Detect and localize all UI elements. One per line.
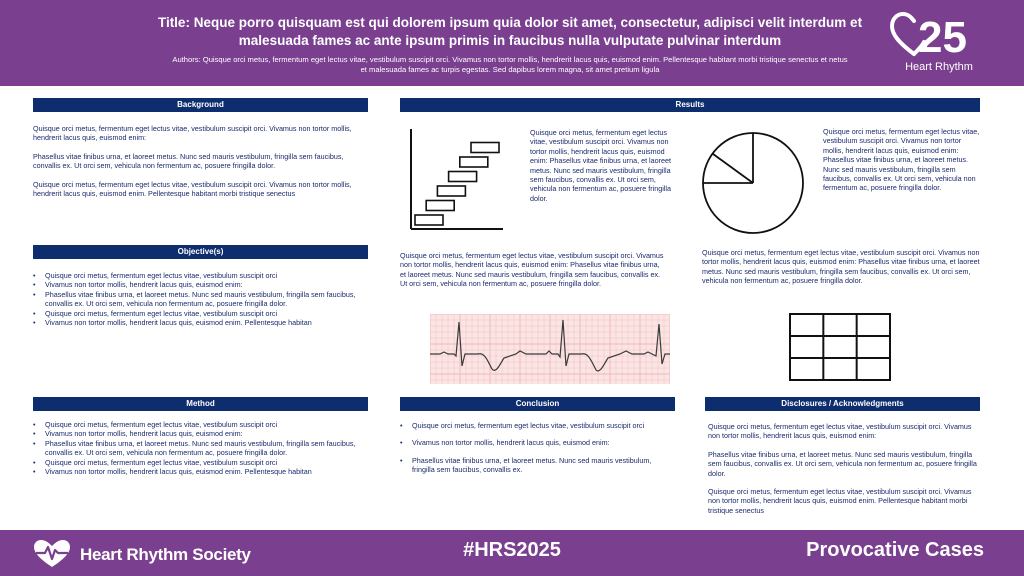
bar-chart-bar <box>415 215 443 225</box>
bar-chart <box>405 125 505 235</box>
bar-chart-bar <box>471 143 499 153</box>
poster-header <box>0 0 1024 86</box>
results-bar-text: Quisque orci metus, fermentum eget lectus vitae, vestibulum suscipit orci. Vivamus non tortor mollis, hendrerit lacus quis, euismod enim: Phasellus vitae finibus urna, et laoreet metus. Nunc sed mauris vestibulum, fringilla sem faucibus, convallis ex. Ut orci sem, vehicula non fermentum ac, posuere fringilla dolor. <box>530 128 672 203</box>
background-paragraph: Phasellus vitae finibus urna, et laoreet metus. Nunc sed mauris vestibulum, fringilla sem faucibus, convallis ex. Ut orci sem, vehicula non fermentum ac, posuere fringilla dolor. <box>33 151 344 171</box>
heart-25-icon <box>884 8 994 64</box>
pie-chart <box>698 128 808 238</box>
results-table-text: Quisque orci metus, fermentum eget lectus vitae, vestibulum suscipit orci. Vivamus non tortor mollis, hendrerit lacus quis, euismod enim: Phasellus vitae finibus urna, et laoreet metus. Nunc sed mauris vestibulum, fringilla sem faucibus, convallis ex. Ut orci sem, vehicula non fermentum ac, posuere fringilla dolor. <box>702 248 980 286</box>
background-paragraph: Quisque orci metus, fermentum eget lectus vitae, vestibulum suscipit orci. Vivamus non tortor mollis, hendrerit lacus quis, euismod enim. Pellentesque habitant morbi tristique senectus <box>33 179 352 199</box>
objective-item: • Vivamus non tortor mollis, hendrerit lacus quis, euismod enim: <box>33 280 368 289</box>
disclosures-paragraph: Quisque orci metus, fermentum eget lectus vitae, vestibulum suscipit orci. Vivamus non tortor mollis, hendrerit lacus quis, euismod enim. Pellentesque habitant morbi tristique senectus <box>708 487 972 515</box>
objectives-heading: Objective(s) <box>33 245 368 259</box>
objective-item: • Vivamus non tortor mollis, hendrerit lacus quis, euismod enim. Pellentesque habitan <box>33 318 368 327</box>
results-ecg-text: Quisque orci metus, fermentum eget lectus vitae, vestibulum suscipit orci. Vivamus non tortor mollis, hendrerit lacus quis, euismod enim: Phasellus vitae finibus urna, et laoreet metus. Nunc sed mauris vestibulum, fringilla sem faucibus, convallis ex. Ut orci sem, vehicula non fermentum ac, posuere fringilla dolor. <box>400 251 664 289</box>
background-heading: Background <box>33 98 368 112</box>
poster-category: Provocative Cases <box>806 539 984 561</box>
poster-title: Title: Neque porro quisquam est qui dolorem ipsum quia dolor sit amet, consectetur, adipisci velit interdum et malesuada fames ac ante ipsum primis in faucibus nulla vulputate pulvinar interdum <box>157 15 863 48</box>
conclusion-list <box>400 421 675 483</box>
results-pie-text: Quisque orci metus, fermentum eget lectus vitae, vestibulum suscipit orci. Vivamus non tortor mollis, hendrerit lacus quis, euismod enim: Phasellus vitae finibus urna, et laoreet metus. Nunc sed mauris vestibulum, fringilla sem faucibus, convallis ex. Ut orci sem, vehicula non fermentum ac, posuere fringilla dolor. <box>823 127 980 193</box>
method-item: • Quisque orci metus, fermentum eget lectus vitae, vestibulum suscipit orci <box>33 458 368 467</box>
bar-chart-bar <box>449 172 477 182</box>
conclusion-item: • Vivamus non tortor mollis, hendrerit lacus quis, euismod enim: <box>400 438 675 447</box>
poster-authors: Authors: Quisque orci metus, fermentum eget lectus vitae, vestibulum suscipit orci. Vivamus non tortor mollis, hendrerit lacus quis, euismod enim. Pellentesque habitant morbi tristique senectus et netus et malesuada fames ac turpis egestas. Sed dapibus lorem magna, sit amet pretium ligula <box>172 55 848 74</box>
logo-number: 25 <box>918 13 967 62</box>
objective-item: • Phasellus vitae finibus urna, et laoreet metus. Nunc sed mauris vestibulum, fringilla sem faucibus, convallis ex. Ut orci sem, vehicula non fermentum ac, posuere fringilla dolor. <box>33 290 368 309</box>
results-heading: Results <box>400 98 980 112</box>
conclusion-item: • Phasellus vitae finibus urna, et laoreet metus. Nunc sed mauris vestibulum, fringilla sem faucibus, convallis ex. <box>400 456 675 475</box>
method-list <box>33 420 368 476</box>
objectives-list <box>33 271 368 327</box>
disclosures-paragraph: Phasellus vitae finibus urna, et laoreet metus. Nunc sed mauris vestibulum, fringilla sem faucibus, convallis ex. Ut orci sem, vehicula non fermentum ac, posuere fringilla dolor. <box>708 449 977 478</box>
hashtag: #HRS2025 <box>463 539 561 561</box>
poster-footer <box>0 530 1024 576</box>
objective-item: • Quisque orci metus, fermentum eget lectus vitae, vestibulum suscipit orci <box>33 309 368 318</box>
disclosures-heading: Disclosures / Acknowledgments <box>705 397 980 411</box>
table-outline <box>790 314 890 380</box>
method-item: • Quisque orci metus, fermentum eget lectus vitae, vestibulum suscipit orci <box>33 420 368 429</box>
method-item: • Vivamus non tortor mollis, hendrerit lacus quis, euismod enim: <box>33 429 368 438</box>
bar-chart-bar <box>437 186 465 196</box>
ecg-strip-image <box>430 314 670 384</box>
bar-chart-bar <box>460 157 488 167</box>
method-item: • Phasellus vitae finibus urna, et laoreet metus. Nunc sed mauris vestibulum, fringilla sem faucibus, convallis ex. Ut orci sem, vehicula non fermentum ac, posuere fringilla dolor. <box>33 439 368 458</box>
disclosures-paragraph: Quisque orci metus, fermentum eget lectus vitae, vestibulum suscipit orci. Vivamus non tortor mollis, hendrerit lacus quis, euismod enim: <box>708 422 972 441</box>
background-paragraph: Quisque orci metus, fermentum eget lectus vitae, vestibulum suscipit orci. Vivamus non tortor mollis, hendrerit lacus quis, euismod enim: <box>33 124 352 143</box>
logo-text: Heart Rhythm <box>905 61 973 73</box>
ecg-grid <box>430 314 670 384</box>
society-name: Heart Rhythm Society <box>80 545 251 564</box>
conclusion-item: • Quisque orci metus, fermentum eget lectus vitae, vestibulum suscipit orci <box>400 421 675 430</box>
objective-item: • Quisque orci metus, fermentum eget lectus vitae, vestibulum suscipit orci <box>33 271 368 280</box>
heart-rhythm-25-logo <box>884 8 994 80</box>
conclusion-heading: Conclusion <box>400 397 675 411</box>
bar-chart-bar <box>426 201 454 211</box>
method-item: • Vivamus non tortor mollis, hendrerit lacus quis, euismod enim. Pellentesque habitan <box>33 467 368 476</box>
table-grid-icon <box>789 313 891 381</box>
method-heading: Method <box>33 397 368 411</box>
disclosures-text <box>708 422 983 524</box>
background-text <box>33 124 368 207</box>
